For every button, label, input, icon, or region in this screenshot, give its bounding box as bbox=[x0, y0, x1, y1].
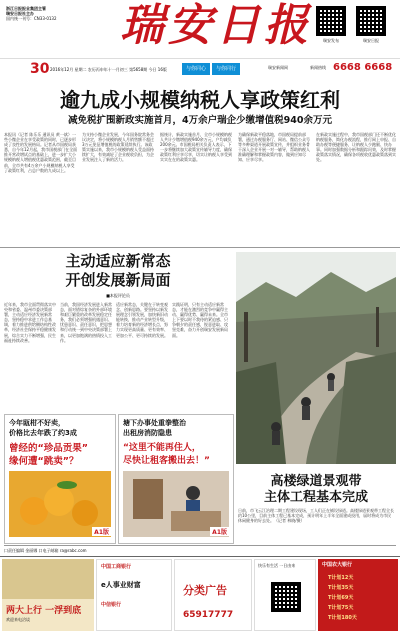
slogan-2: 与你同行 bbox=[212, 63, 240, 75]
qr-code-icon bbox=[356, 6, 386, 36]
lead-subhead: 减免税扩围新政实施首月，4万余户瑞企少缴增值税940余万元 bbox=[68, 115, 332, 126]
promo-left-line3: 曾经的“珍品贡果” bbox=[9, 443, 88, 454]
ad5-bank: 中国农大银行 bbox=[322, 562, 353, 568]
sponsor-line: 瑞安日报社主办 bbox=[6, 11, 34, 16]
ad-app[interactable] bbox=[254, 559, 316, 631]
ad5-line-5: T计划180天 bbox=[328, 615, 357, 621]
ad2-sub: 中信银行 bbox=[101, 602, 122, 608]
qr-label-1: 瑞安发布 bbox=[323, 38, 339, 43]
ad-classified[interactable] bbox=[174, 559, 252, 631]
promo-right-line4: 尽快让租客搬出去！” bbox=[123, 456, 210, 466]
ad-bank-2[interactable] bbox=[318, 559, 398, 631]
qr-code-icon bbox=[271, 582, 301, 612]
feature-byline: ■本报评论员 bbox=[106, 293, 130, 298]
ad4-label: 快乐有生活 一日由来 bbox=[258, 563, 296, 568]
lead-col-5: 在新政实施过程中，我市国税部门还不断优化纳税服务，简化办税流程，推行网上申报、自助办税等便捷服务，让纳税人少跑腿、快办事。同时加强数据分析和跟踪问效，及时掌握政策落实情况，确保各项税收优惠政策落到实处。 bbox=[316, 132, 396, 163]
ad2-brand: 中国工商银行 bbox=[101, 564, 132, 570]
photo-title-1: 高楼绿道景观带 bbox=[270, 474, 362, 489]
editor-strip: 口责任编辑 金丽娜 口电子邮箱 ra@rabc.com bbox=[4, 545, 396, 553]
promo-box-right[interactable] bbox=[118, 414, 234, 544]
promo-right-line2: 出租房消防隐患 bbox=[123, 429, 172, 437]
date-day: 30 bbox=[30, 61, 50, 77]
lead-col-2: 为支持小微企业发展，今年国务院常务会议决定，将小规模纳税人月销售额不超过3万元免征增值税的政策延续执行。该政策实施以来，我市小规模纳税人受益面持续扩大，有效减轻了企业税收负担，为企业发展注入了新的活力。 bbox=[82, 132, 154, 163]
news-photo bbox=[236, 252, 396, 464]
ad3-phone: 65917777 bbox=[183, 610, 234, 620]
divider bbox=[0, 247, 400, 248]
ad-realestate[interactable] bbox=[2, 559, 94, 631]
slogan-box bbox=[182, 63, 262, 75]
lead-headline: 逾九成小规模纳税人享政策红利 bbox=[60, 88, 340, 112]
feature-col-3: 适应新常态，关键在于转变观念、创新思路。要坚持以新发展理念引领发展，加快新旧动能转换，推动产业转型升级，着力培育新的经济增长点，努力实现更高质量、更有效率、更加公平、更可持续的发展。 bbox=[116, 302, 168, 338]
promo-right-line1: 塘下办事处重拳整治 bbox=[123, 419, 186, 427]
promo-right-line3: “这里不能再住人， bbox=[123, 443, 201, 453]
ad5-line-1: T计划12天 bbox=[328, 575, 354, 581]
feature-col-1: 近年来，我市全面贯彻落实中央和省委、温州市委决策部署，主动适应经济发展新常态，坚持稳中求进工作总基调，着力推进供给侧结构性改革，经济社会保持平稳健康发展，综合实力不断增强，民生福祉持续改善。 bbox=[4, 302, 56, 343]
ads-row bbox=[0, 556, 400, 635]
promo-right-tag: A1版 bbox=[212, 529, 227, 536]
newspaper-title: 瑞安日报 bbox=[120, 0, 312, 51]
publisher-line: 浙江日报报业集团主管 bbox=[6, 6, 46, 11]
lead-col-3: 据统计，新政实施首月，全市小规模纳税人共计少缴增值税940余万元，户均减负200余元。市国税局相关负责人表示，下一步将继续加大政策宣传辅导力度，确保政策红利应享尽享，切实让纳税人享受到实实在在的政策实惠。 bbox=[160, 132, 232, 163]
lead-col-1: 本报讯（记者 陈乐乐 通讯员 黄一斌）一些小微企业在享受政策的同时，已逐步形成了良性的发展格局。记者从市国税局获悉，自今年12月起，我市国税部门在全面推开营改增试点的基础上，进一步扩大小规模纳税人增值税优惠政策范围，截至目前，全市共有4万余户小规模纳税人享受了政策红利，占总户数的九成以上。 bbox=[4, 132, 78, 173]
qr-code-icon bbox=[316, 6, 346, 36]
date-meta: 2016年12月 星期二 农历丙申年十一月初三 第5658期 今日 16版 bbox=[50, 67, 167, 72]
feature-col-2: 当前，我国经济发展进入新常态，面对错综复杂的外部环境和艰巨繁重的改革发展稳定任务，我们必须增强机遇意识、忧患意识、责任意识，把思想和行动统一到中央决策部署上来，以更加饱满的热情投入工作。 bbox=[60, 302, 112, 343]
hotline-label: 新闻热线 bbox=[310, 65, 326, 70]
ad1-title: 两大上行 一浮到底 bbox=[6, 606, 82, 616]
masthead bbox=[0, 0, 400, 84]
ad5-line-2: T计划35天 bbox=[328, 585, 354, 591]
web-label: 瑞安新闻网 bbox=[268, 65, 288, 70]
masthead-left-info bbox=[6, 6, 76, 21]
ad-bank-1[interactable] bbox=[96, 559, 172, 631]
feature-headline-1: 主动适应新常态 bbox=[65, 252, 171, 270]
qr-label-2: 瑞安日报 bbox=[363, 38, 379, 43]
promo-left-line1: 今年瓯柑不好卖， bbox=[9, 419, 65, 427]
ad3-label: 分类广告 bbox=[183, 584, 227, 597]
promo-left-line2: 价格比去年跌了约3成 bbox=[9, 429, 77, 437]
feature-headline-2: 开创发展新局面 bbox=[65, 271, 171, 289]
ad5-line-4: T计划75天 bbox=[328, 605, 354, 611]
ad2-title: e人事业财富 bbox=[101, 581, 141, 589]
lead-col-4: 为确保新政平稳落地，市国税局提前部署，通过办税服务厅、网站、微信公众号等多种渠道开展政策宣传，并组织业务骨干深入企业开展一对一辅导，帮助纳税人准确理解和掌握政策内容，做到应知尽知、应享尽享。 bbox=[238, 132, 310, 163]
ad5-line-3: T计划69天 bbox=[328, 595, 354, 601]
issn-line: 国内统一刊号：CN33-0132 bbox=[6, 16, 57, 21]
promo-box-left[interactable] bbox=[4, 414, 116, 544]
landscape-photo-illustration bbox=[236, 252, 396, 464]
photo-title-2: 主体工程基本完成 bbox=[263, 490, 368, 505]
promo-left-line4: 缘何遭“跳卖”？ bbox=[9, 456, 79, 467]
ad1-sub: 欢迎来电洽谈 bbox=[6, 617, 30, 622]
promo-left-tag: A1版 bbox=[94, 529, 109, 536]
date-bar bbox=[0, 58, 400, 81]
hotline-number: 6668 6668 bbox=[333, 62, 393, 73]
feature-col-4: 实践证明，只有主动适应新常态，才能在激烈的竞争中赢得主动、赢得优势、赢得未来。全市上下要以时不我待的紧迫感、只争朝夕的责任感，锐意进取、攻坚克难，奋力开创瑞安发展新局面。 bbox=[172, 302, 228, 338]
slogan-1: 与你同心 bbox=[182, 63, 210, 75]
photo-caption: 日前，市飞云江治理二期工程建设现场，工人们正在铺设绿道。高楼绿道景观带工程全长约10公里，目前主体工程已基本完成，预计明年上半年全面建成投用，届时将成为市民休闲健身的好去处。（记者 林晓/摄） bbox=[238, 508, 394, 524]
